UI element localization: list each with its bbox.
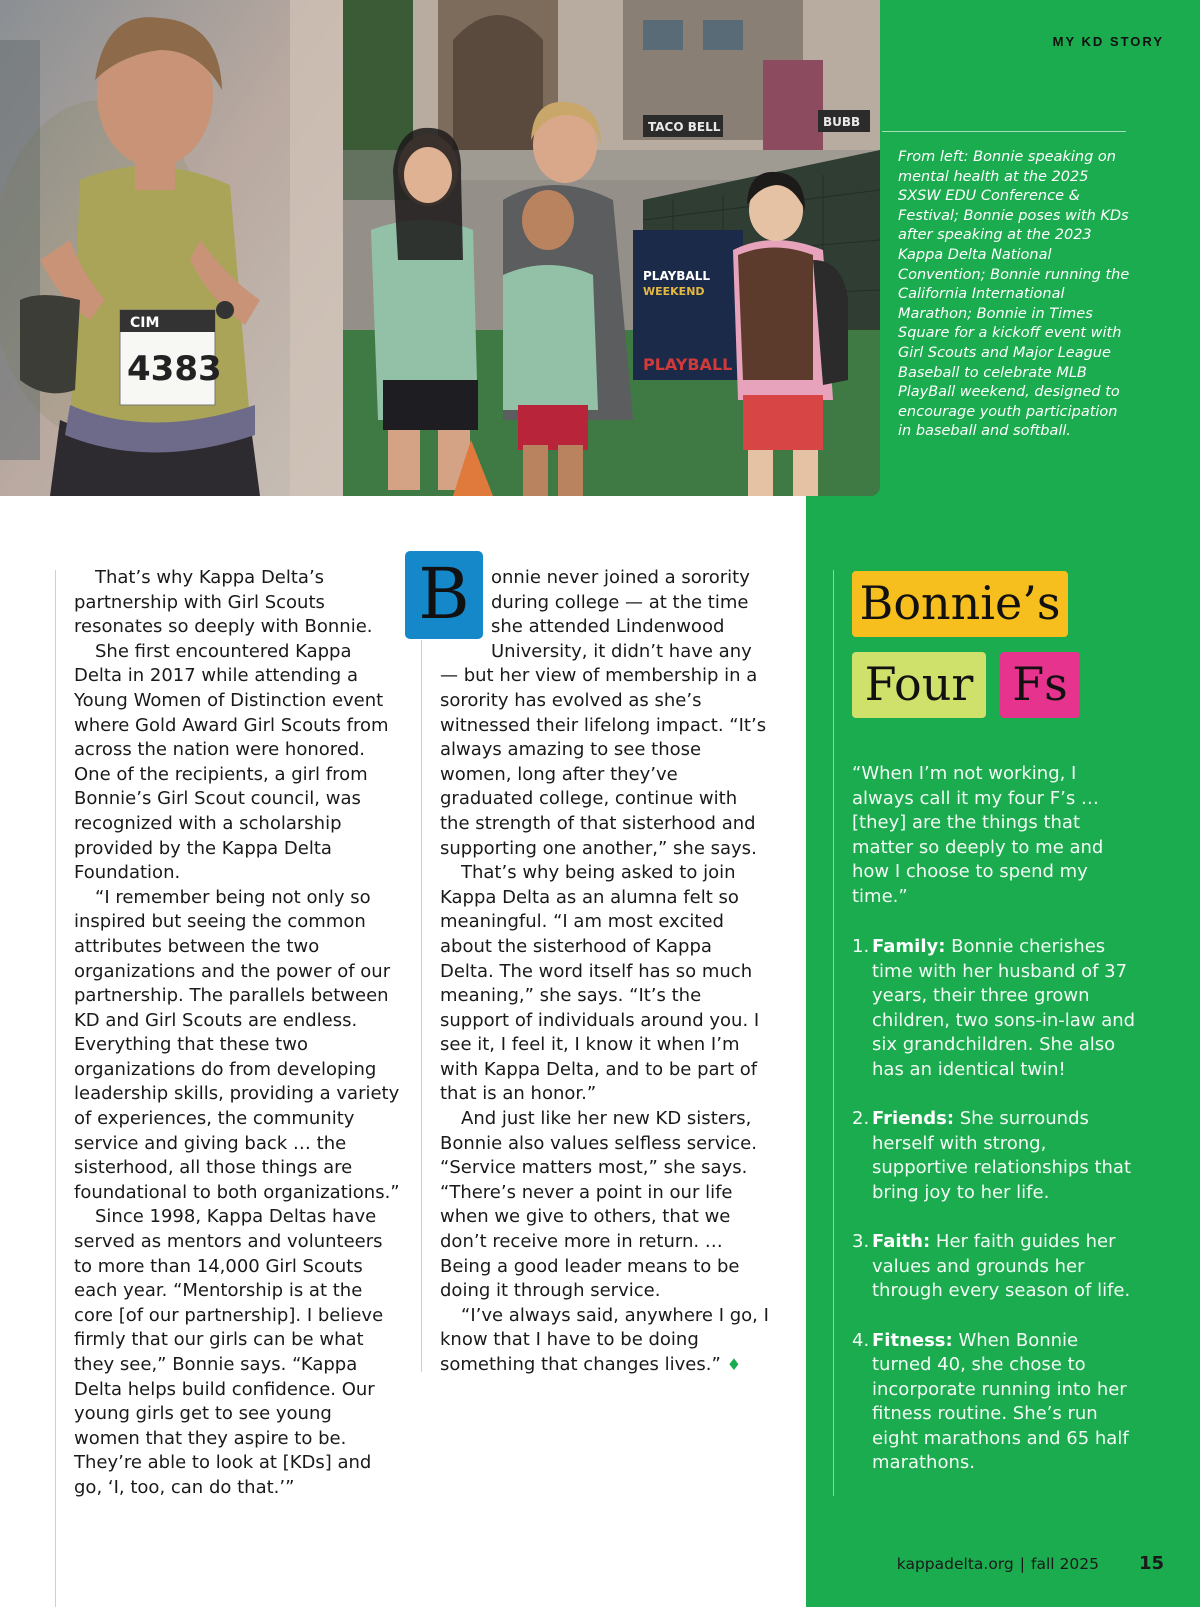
store-sign-2: BUBB [823, 115, 861, 129]
item-number: 2. [852, 1108, 870, 1130]
paragraph: That’s why Kappa Delta’s partnership with Girl Scouts resonates so deeply with Bonnie. [74, 567, 373, 638]
sidebar-title-bonnies: Bonnie’s [852, 571, 1068, 637]
paragraph: Since 1998, Kappa Deltas have served as mentors and volunteers to more than 14,000 Girl Scouts each year. “Mentorship is at the core [of our partnership]. I believe firmly that our girls can be what they see,” Bonnie says. “Kappa Delta helps build confidence. Our young girls get to see young women that they aspire to be. They’re able to look at [KDs] and go, ‘I, too, can do that.’” [74, 1206, 384, 1498]
closing-text: “I’ve always said, anywhere I go, I know that I have to be doing something that changes lives.” [440, 1304, 769, 1375]
article-column-1 [74, 566, 400, 1501]
item-text: Her faith guides her values and grounds her through every season of life. [872, 1231, 1131, 1302]
four-fs-list [852, 935, 1142, 1501]
list-item [852, 1230, 1142, 1304]
section-kicker: MY KD STORY [1052, 34, 1164, 49]
sidebar-rule [833, 570, 834, 1496]
bib-number: 4383 [127, 349, 222, 389]
runner-photo [0, 0, 343, 496]
sign-text-3: PLAYBALL [643, 355, 733, 374]
sign-text-1: PLAYBALL [643, 269, 710, 283]
paragraph: “I remember being not only so inspired but seeing the common attributes between the two organizations and the power of our partnership. The parallels between KD and Girl Scouts are endless. Everything that these two organizations do from developing leadership skills, providing a variety of experiences, the community service and giving back … the sisterhood, all those things are foundational to both organizations.” [74, 886, 400, 1203]
sidebar-quote: “When I’m not working, I always call it my four F’s … [they] are the things that matter so deeply to me and how I choose to spend my time.” [852, 763, 1104, 907]
item-text: When Bonnie turned 40, she chose to incorporate running into her fitness routine. She’s run eight marathons and 65 half marathons. [872, 1329, 1129, 1474]
item-text: She surrounds herself with strong, supportive relationships that bring joy to her life. [872, 1108, 1132, 1203]
left-margin-rule [55, 570, 56, 1607]
footer-separator: | [1019, 1555, 1025, 1573]
item-term: Friends: [872, 1108, 955, 1130]
list-item [852, 935, 1142, 1083]
store-sign: TACO BELL [648, 120, 721, 134]
drop-cap: B [405, 551, 483, 639]
article-column-2 [418, 553, 770, 1378]
item-term: Faith: [872, 1231, 931, 1253]
photo-caption: From left: Bonnie speaking on mental health at the 2025 SXSW EDU Conference & Festival; Bonnie poses with KDs after speaking at the 2023 Kappa Delta National Convention; Bonnie running the California International Marathon; Bonnie in Times Square for a kickoff event with Girl Scouts and Major League Baseball to celebrate MLB PlayBall weekend, designed to encourage youth participation in baseball and softball. [898, 149, 1130, 440]
bib-label: CIM [130, 315, 160, 331]
item-number: 4. [852, 1329, 870, 1351]
list-item [852, 1107, 1142, 1205]
list-item [852, 1329, 1142, 1477]
page-number: 15 [1138, 1553, 1164, 1574]
end-mark-icon: ♦ [726, 1355, 742, 1374]
closing-paragraph [440, 1304, 770, 1378]
lead-paragraph [418, 553, 770, 861]
paragraph: And just like her new KD sisters, Bonnie also values selfless service. “Service matters most,” she says. “There’s never a point in our life when we give to others, that we don’t receive more in return. … Being a good leader means to be doing it through service. [440, 1108, 757, 1302]
page-footer [897, 1553, 1164, 1574]
item-term: Fitness: [872, 1329, 953, 1351]
scouts-photo [343, 0, 880, 496]
item-number: 1. [852, 936, 870, 957]
caption-rule [882, 131, 1126, 132]
lead-text: onnie never joined a sorority during college — at the time she attended Lindenwood University, it didn’t have any — but her view of membership in a sorority has evolved as she’s witnessed their lifelong impact. “It’s always amazing to see those women, long after they’ve graduated college, continue with the strength of that sisterhood and supporting one another,” she says. [440, 567, 767, 859]
site-url[interactable]: kappadelta.org [896, 1555, 1014, 1573]
issue-label: fall 2025 [1030, 1555, 1099, 1573]
paragraph: That’s why being asked to join Kappa Delta as an alumna felt so meaningful. “I am most excited about the sisterhood of Kappa Delta. The word itself has so much meaning,” she says. “It’s the support of individuals around you. I see it, I feel it, I know it when I’m with Kappa Delta, and to be part of that is an honor.” [440, 862, 760, 1105]
item-number: 3. [852, 1231, 870, 1253]
sidebar-title-fs: Fs [1000, 652, 1080, 718]
sign-text-2: WEEKEND [643, 285, 705, 298]
paragraph: She first encountered Kappa Delta in 2017 while attending a Young Women of Distinction event where Gold Award Girl Scouts from across the nation were honored. One of the recipients, a girl from Bonnie’s Girl Scout council, was recognized with a scholarship provided by the Kappa Delta Foundation. [74, 640, 389, 884]
item-term: Family: [872, 936, 946, 957]
column-rule [421, 640, 422, 1372]
sidebar-title-four: Four [852, 652, 986, 718]
item-text: Bonnie cherishes time with her husband of 37 years, their three grown children, two sons-in-law and six grandchildren. She also has an identical twin! [872, 936, 1136, 1080]
